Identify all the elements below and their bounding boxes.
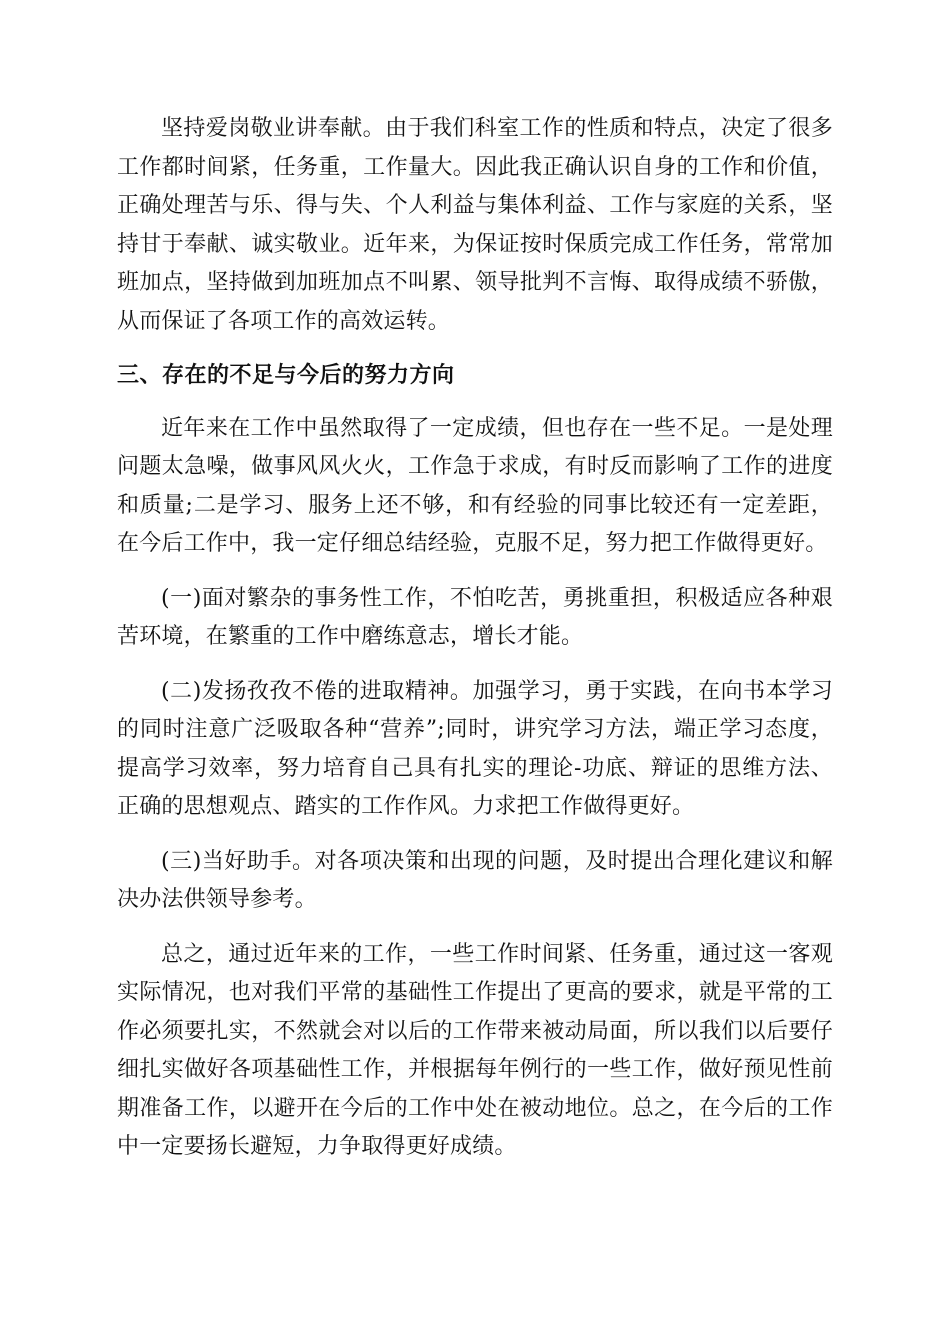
document-body xyxy=(117,110,833,1183)
paragraph-conclusion: 总之，通过近年来的工作，一些工作时间紧、任务重，通过这一客观实际情况，也对我们平常的基础性工作提出了更高的要求，就是平常的工作必须要扎实，不然就会对以后的工作带来被动局面，所以我们以后要仔细扎实做好各项基础性工作，并根据每年例行的一些工作，做好预见性前期准备工作，以避开在今后的工作中处在被动地位。总之，在今后的工作中一定要扬长避短，力争取得更好成绩。 xyxy=(117,941,833,1159)
paragraph-dedication: 坚持爱岗敬业讲奉献。由于我们科室工作的性质和特点，决定了很多工作都时间紧，任务重，工作量大。因此我正确认识自身的工作和价值，正确处理苦与乐、得与失、个人利益与集体利益、工作与家庭的关系，坚持甘于奉献、诚实敬业。近年来，为保证按时保质完成工作任务，常常加班加点，坚持做到加班加点不叫累、领导批判不言悔、取得成绩不骄傲，从而保证了各项工作的高效运转。 xyxy=(117,116,833,334)
paragraph-shortcomings: 近年来在工作中虽然取得了一定成绩，但也存在一些不足。一是处理问题太急噪，做事风风火火，工作急于求成，有时反而影响了工作的进度和质量;二是学习、服务上还不够，和有经验的同事比较还有一定差距，在今后工作中，我一定仔细总结经验，克服不足，努力把工作做得更好。 xyxy=(117,415,833,556)
paragraph-item-three: (三)当好助手。对各项决策和出现的问题，及时提出合理化建议和解决办法供领导参考。 xyxy=(117,848,833,912)
paragraph-item-two: (二)发扬孜孜不倦的进取精神。加强学习，勇于实践，在向书本学习的同时注意广泛吸取各种“营养”;同时，讲究学习方法，端正学习态度，提高学习效率，努力培育自己具有扎实的理论-功底、辩证的思维方法、正确的思想观点、踏实的工作作风。力求把工作做得更好。 xyxy=(117,678,833,819)
section-heading-shortcomings: 三、存在的不足与今后的努力方向 xyxy=(117,363,455,388)
paragraph-item-one: (一)面对繁杂的事务性工作，不怕吃苦，勇挑重担，积极适应各种艰苦环境，在繁重的工作中磨练意志，增长才能。 xyxy=(117,585,833,649)
